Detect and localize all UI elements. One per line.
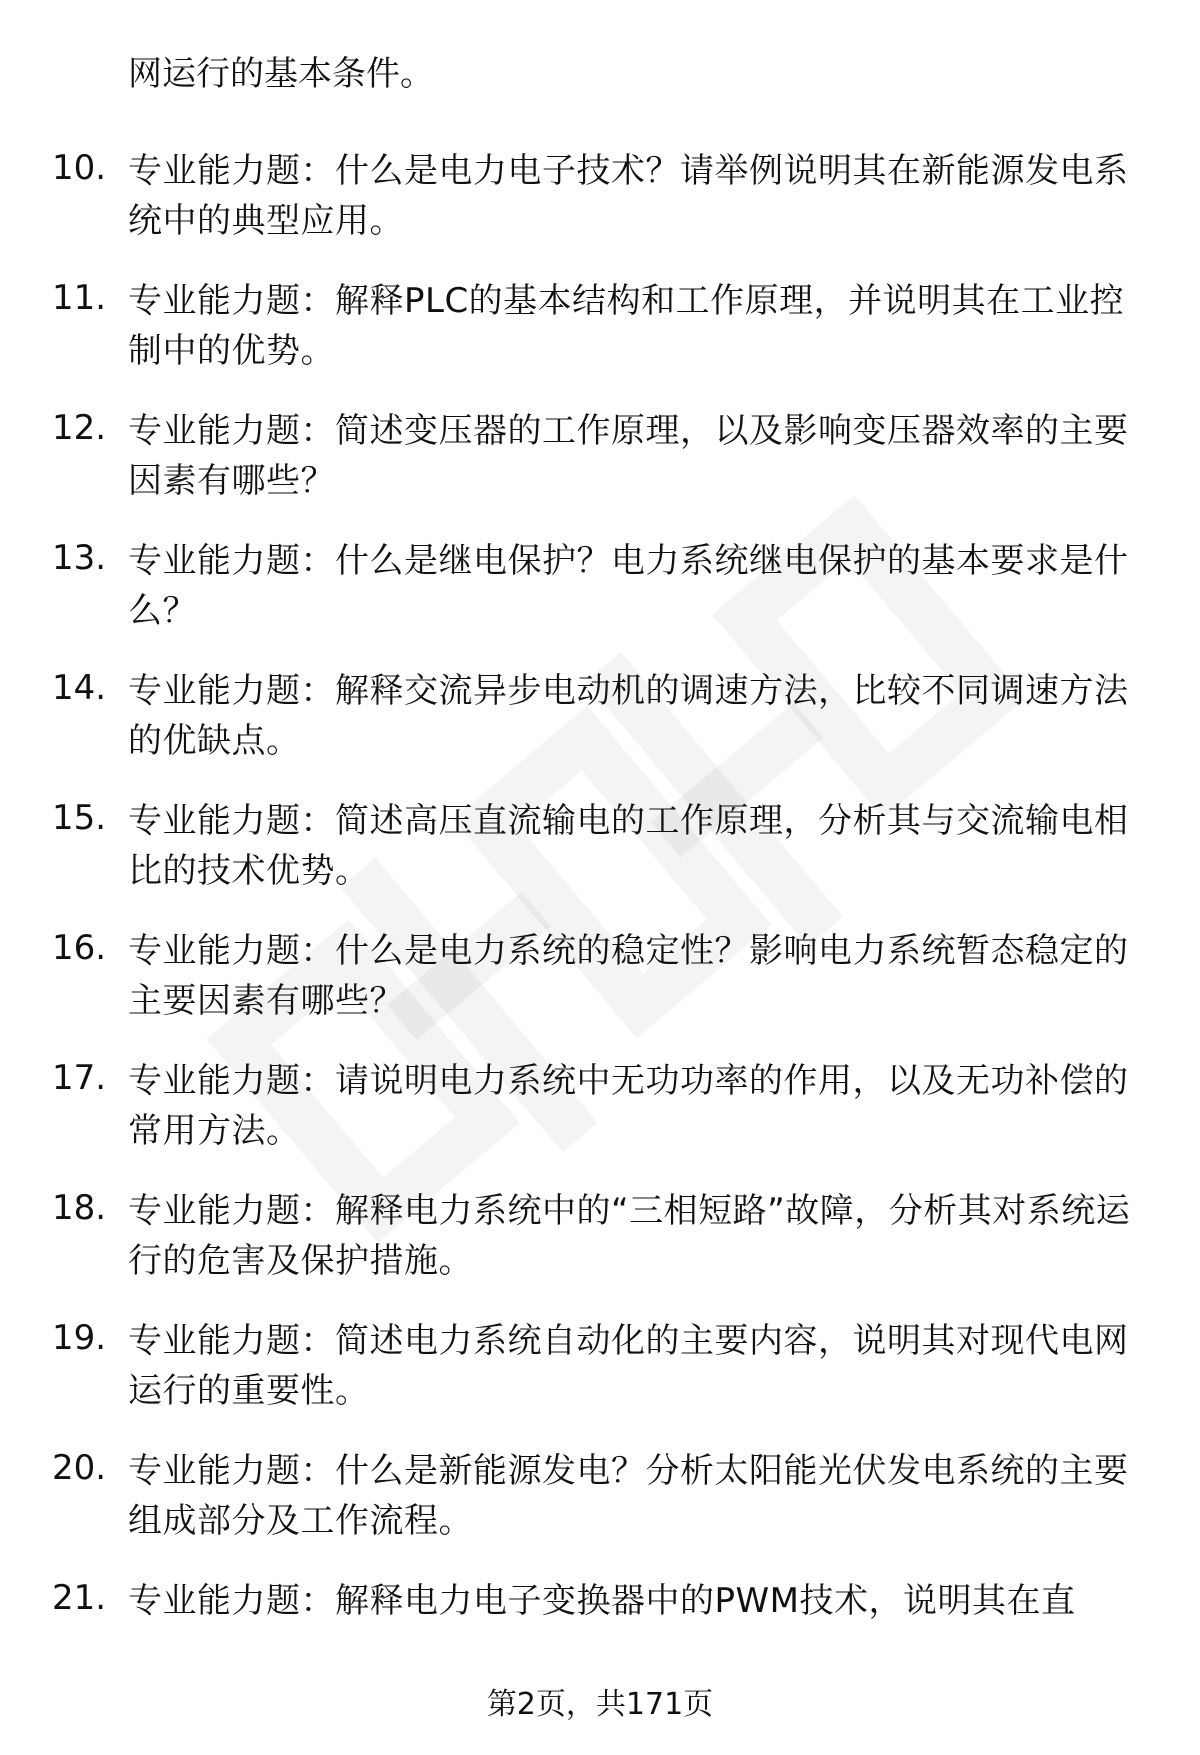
list-item bbox=[0, 394, 1200, 524]
question-text: 专业能力题：解释电力系统中的“三相短路”故障，分析其对系统运行的危害及保护措施。 bbox=[128, 1191, 1131, 1281]
question-number: 21. bbox=[52, 1578, 107, 1618]
list-item bbox=[0, 784, 1200, 914]
question-list bbox=[0, 134, 1200, 1694]
list-item bbox=[0, 914, 1200, 1044]
question-text: 专业能力题：解释电力电子变换器中的PWM技术，说明其在直 bbox=[128, 1581, 1076, 1621]
list-item bbox=[0, 264, 1200, 394]
list-item bbox=[0, 1434, 1200, 1564]
continuation-text: 网运行的基本条件。 bbox=[128, 54, 434, 94]
page-footer: 第2页，共171页 bbox=[486, 1687, 714, 1722]
question-text: 专业能力题：什么是新能源发电？分析太阳能光伏发电系统的主要组成部分及工作流程。 bbox=[128, 1451, 1129, 1541]
question-text: 专业能力题：什么是继电保护？电力系统继电保护的基本要求是什么？ bbox=[128, 541, 1129, 631]
question-text: 专业能力题：简述高压直流输电的工作原理，分析其与交流输电相比的技术优势。 bbox=[128, 801, 1129, 891]
question-number: 19. bbox=[52, 1318, 107, 1358]
question-text: 专业能力题：简述变压器的工作原理，以及影响变压器效率的主要因素有哪些？ bbox=[128, 411, 1129, 501]
question-number: 14. bbox=[52, 668, 107, 708]
question-text: 专业能力题：简述电力系统自动化的主要内容，说明其对现代电网运行的重要性。 bbox=[128, 1321, 1129, 1411]
question-number: 10. bbox=[52, 148, 107, 188]
question-number: 20. bbox=[52, 1448, 107, 1488]
question-text: 专业能力题：请说明电力系统中无功功率的作用，以及无功补偿的常用方法。 bbox=[128, 1061, 1129, 1151]
list-item bbox=[0, 1564, 1200, 1694]
list-item bbox=[0, 1174, 1200, 1304]
question-text: 专业能力题：解释交流异步电动机的调速方法，比较不同调速方法的优缺点。 bbox=[128, 671, 1129, 761]
question-number: 12. bbox=[52, 408, 107, 448]
question-number: 18. bbox=[52, 1188, 107, 1228]
question-number: 15. bbox=[52, 798, 107, 838]
list-item bbox=[0, 654, 1200, 784]
list-item bbox=[0, 1044, 1200, 1174]
list-item bbox=[0, 1304, 1200, 1434]
question-number: 13. bbox=[52, 538, 107, 578]
list-item bbox=[0, 524, 1200, 654]
question-text: 专业能力题：什么是电力电子技术？请举例说明其在新能源发电系统中的典型应用。 bbox=[128, 151, 1129, 241]
question-number: 16. bbox=[52, 928, 107, 968]
question-text: 专业能力题：什么是电力系统的稳定性？影响电力系统暂态稳定的主要因素有哪些？ bbox=[128, 931, 1129, 1021]
list-item bbox=[0, 134, 1200, 264]
question-text: 专业能力题：解释PLC的基本结构和工作原理，并说明其在工业控制中的优势。 bbox=[128, 281, 1125, 371]
question-number: 17. bbox=[52, 1058, 107, 1098]
question-number: 11. bbox=[52, 278, 107, 318]
